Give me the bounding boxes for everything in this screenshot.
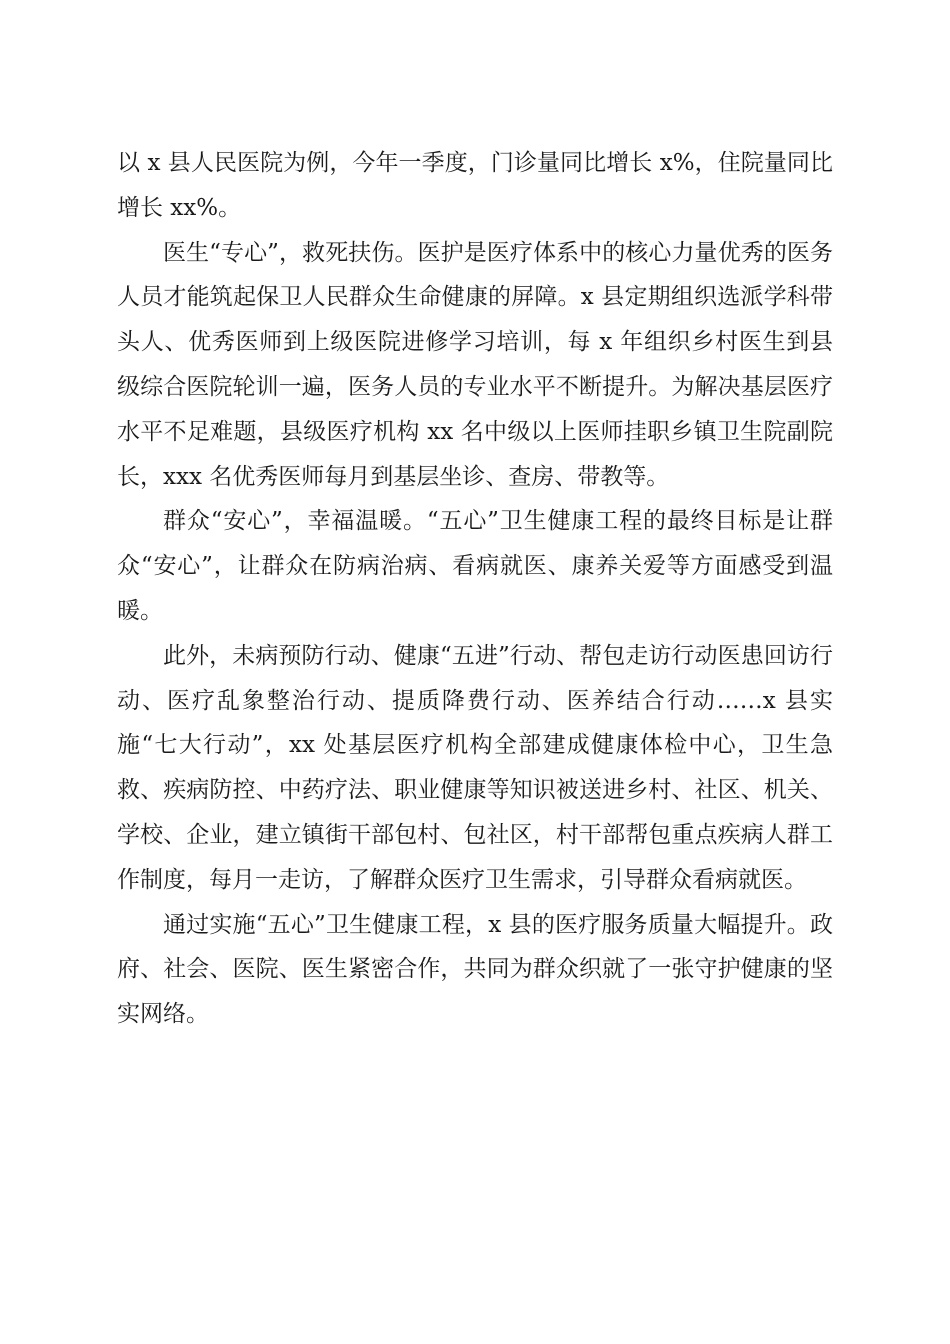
paragraph-5: 通过实施“五心”卫生健康工程，x 县的医疗服务质量大幅提升。政府、社会、医院、医生紧密合作，共同为群众织就了一张守护健康的坚实网络。	[117, 911, 833, 1028]
paragraph-3: 群众“安心”，幸福温暖。“五心”卫生健康工程的最终目标是让群众“安心”，让群众在防病治病、看病就医、康养关爱等方面感受到温暖。	[117, 508, 833, 624]
paragraph-4: 此外，未病预防行动、健康“五进”行动、帮包走访行动医患回访行动、医疗乱象整治行动、提质降费行动、医养结合行动……x 县实施“七大行动”，xx 处基层医疗机构全部建成健康体检中心，卫生急救、疾病防控、中药疗法、职业健康等知识被送进乡村、社区、机关、学校、企业，建立镇街干部包村、包社区，村干部帮包重点疾病人群工作制度，每月一走访，了解群众医疗卫生需求，引导群众看病就医。	[117, 642, 833, 893]
paragraph-2: 医生“专心”，救死扶伤。医护是医疗体系中的核心力量优秀的医务人员才能筑起保卫人民群众生命健康的屏障。x 县定期组织选派学科带头人、优秀医师到上级医院进修学习培训，每 x 年组织乡村医生到县级综合医院轮训一遍，医务人员的专业水平不断提升。为解决基层医疗水平不足难题，县级医疗机构 xx 名中级以上医师挂职乡镇卫生院副院长，xxx 名优秀医师每月到基层坐诊、查房、带教等。	[117, 239, 833, 490]
paragraph-1: 以 x 县人民医院为例，今年一季度，门诊量同比增长 x%，住院量同比增长 xx%。	[117, 150, 833, 221]
document-page	[117, 141, 833, 1037]
